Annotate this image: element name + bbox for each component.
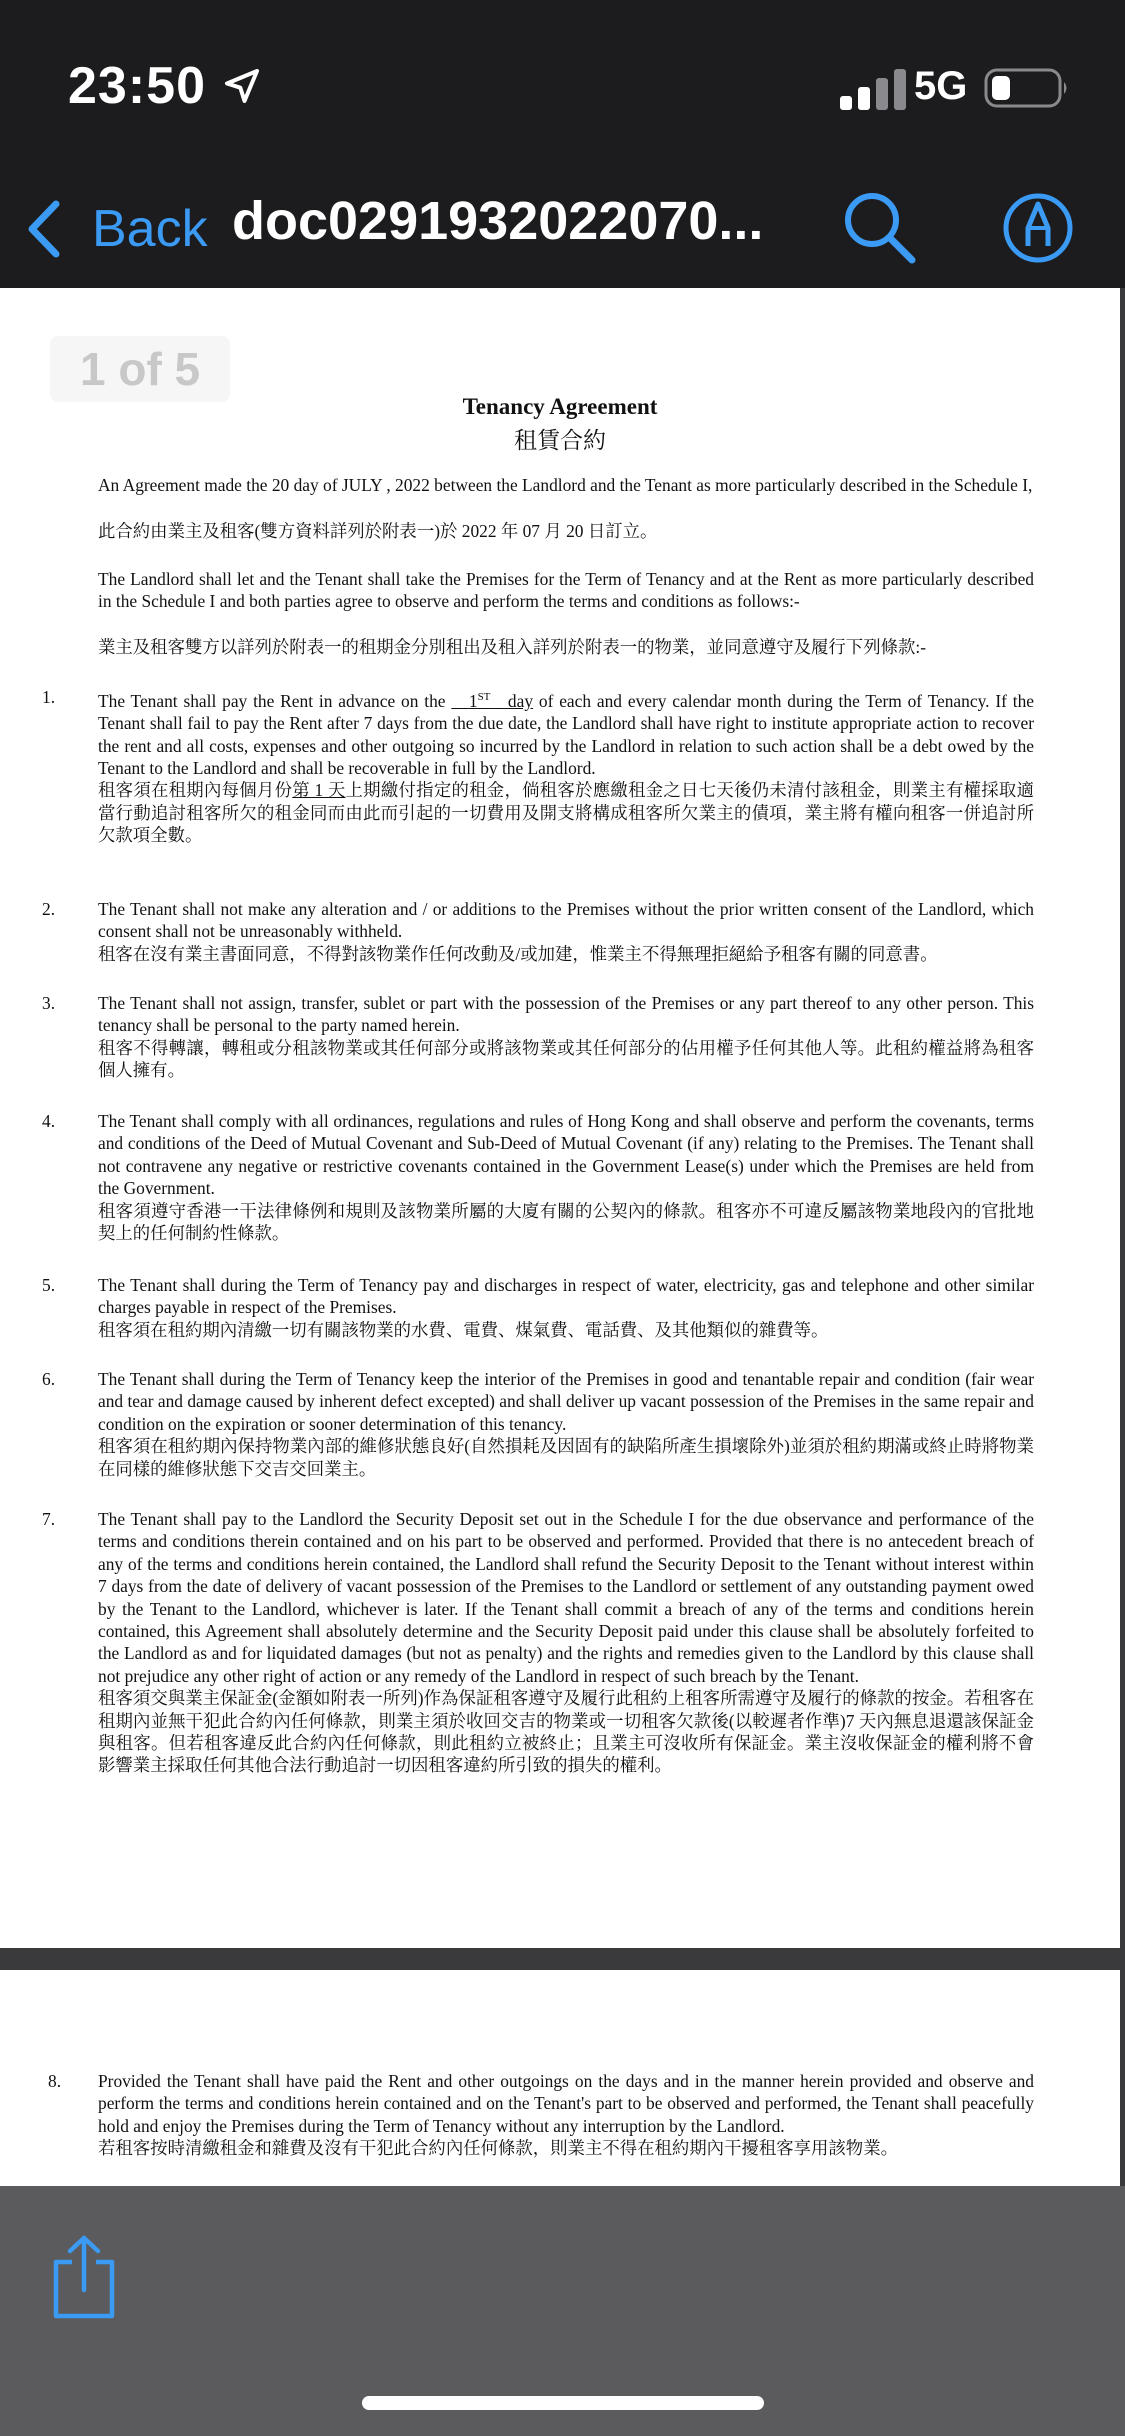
clause-2-zh: 租客在沒有業主書面同意，不得對該物業作任何改動及/或加建，惟業主不得無理拒絕給予租客有關的同意書。 (98, 943, 938, 964)
preamble-zh-2: 業主及租客雙方以詳列於附表一的租期金分別租出及租入詳列於附表一的物業，並同意遵守及履行下列條款:- (98, 637, 926, 657)
clause-7-zh: 租客須交與業主保証金(金額如附表一所列)作為保証租客遵守及履行此租約上租客所需遵守及履行的條款的按金。若租客在租期內並無干犯此合約內任何條款，則業主須於收回交吉的物業或一切租客欠款後(以較遲者作準)7 天內無息退還該保証金與租客。但若租客違反此合約內任何條款，則此租約立被終止；且業主可沒收所有保証金。業主沒收保証金的權利將不會影響業主採取任何其他合法行動追討一切因租客違約所引致的損失的權利。 (98, 1688, 1034, 1776)
document-page-2 (0, 1970, 1120, 2188)
back-button[interactable] (24, 184, 208, 274)
location-arrow-icon (222, 66, 262, 106)
clause-8-zh: 若租客按時清繳租金和雜費及沒有干犯此合約內任何條款，則業主不得在租約期內干擾租客享用該物業。 (98, 2138, 898, 2159)
network-type: 5G (914, 64, 968, 108)
share-icon[interactable] (48, 2232, 120, 2322)
clause-number: 8. (48, 2071, 62, 2091)
status-bar (0, 0, 1125, 170)
navigation-bar (0, 170, 1125, 290)
bottom-toolbar (0, 2186, 1125, 2436)
clause-3-zh: 租客不得轉讓，轉租或分租該物業或其任何部分或將該物業或其任何部分的佔用權予任何其他人等。此租約權益將為租客個人擁有。 (98, 1037, 1034, 1081)
document-page-1 (0, 288, 1120, 1948)
clause-8-en: Provided the Tenant shall have paid the Rent and other outgoings on the days and in the manner herein provided and observe and perform the terms and conditions herein contained and on the Tenant's part to be observed and performed, the Tenant shall peacefully hold and enjoy the Premises during the Term of Tenancy without any interruption by the Landlord. (98, 2071, 1034, 2136)
clause-4-en: The Tenant shall comply with all ordinances, regulations and rules of Hong Kong and shall observe and perform the covenants, terms and conditions of the Deed of Mutual Covenant and Sub-Deed of Mutual Covenant (if any) relating to the Premises. The Tenant shall not contravene any negative or restrictive covenants contained in the Government Lease(s) under which the Premises are held from the Government. (98, 1111, 1034, 1199)
markup-pen-icon[interactable] (1002, 182, 1074, 274)
document-viewer[interactable] (0, 288, 1125, 2188)
clause-number: 2. (42, 899, 56, 919)
clause-5-en: The Tenant shall during the Term of Tenancy pay and discharges in respect of water, electricity, gas and telephone and other similar charges payable in respect of the Premises. (98, 1275, 1034, 1318)
document-title: doc0291932022070... (232, 191, 764, 251)
clause-3-en: The Tenant shall not assign, transfer, sublet or part with the possession of the Premises or any part thereof to any other person. This tenancy shall be personal to the party named herein. (98, 993, 1034, 1036)
clause-number: 1. (42, 687, 56, 707)
battery-icon (984, 68, 1070, 108)
page-counter: 1 of 5 (50, 336, 230, 402)
clause-6-en: The Tenant shall during the Term of Tenancy keep the interior of the Premises in good and tenantable repair and condition (fair wear and tear and damage caused by inherent defect excepted) and shall deliver up vacant possession of the Premises in the same repair and condition on the expiration or sooner determination of this tenancy. (98, 1369, 1034, 1434)
clause-number: 5. (42, 1275, 56, 1295)
cellular-signal-icon (838, 68, 908, 112)
chevron-left-icon (24, 198, 64, 260)
back-label: Back (92, 200, 208, 258)
clause-7-en: The Tenant shall pay to the Landlord the Security Deposit set out in the Schedule I for the due observance and performance of the terms and conditions therein contained and on his part to be observed and performed. Provided that there is no antecedent breach of any of the terms and conditions herein contained, the Landlord shall refund the Security Deposit to the Tenant without interest within 7 days from the date of delivery of vacant possession of the Premises to the Landlord or settlement of any outstanding payment owed by the Tenant to the Landlord, whichever is later. If the Tenant shall commit a breach of any of the terms and conditions herein contained, this Agreement shall absolutely determine and the Security Deposit paid under this clause shall be absolutely forfeited to the Landlord as and for liquidated damages (but not as penalty) and the rights and remedies given to the Landlord by this clause shall not prejudice any other right of action or any remedy of the Landlord in respect of such breach by the Tenant. (98, 1509, 1034, 1686)
clause-number: 7. (42, 1509, 56, 1529)
clause-number: 6. (42, 1369, 56, 1389)
agreement-title-en: Tenancy Agreement (462, 394, 658, 419)
clause-1-en: The Tenant shall pay the Rent in advance on the 1ST day of each and every calendar month during the Term of Tenancy. If the Tenant shall fail to pay the Rent after 7 days from the due date, the Landlord shall have right to institute appropriate action to recover the rent and all costs, expenses and other outgoing so incurred by the Landlord in relation to such action shall be a debt owed by the Tenant to the Landlord and shall be recoverable in full by the Landlord. (98, 690, 1034, 779)
preamble-en-2: The Landlord shall let and the Tenant shall take the Premises for the Term of Tenancy and at the Rent as more particularly described in the Schedule I and both parties agree to observe and perform the terms and conditions as follows:- (98, 569, 1034, 612)
clause-6-zh: 租客須在租約期內保持物業內部的維修狀態良好(自然損耗及因固有的缺陷所產生損壞除外)並須於租約期滿或終止時將物業在同樣的維修狀態下交吉交回業主。 (98, 1436, 1034, 1479)
status-time: 23:50 (68, 57, 206, 115)
home-indicator[interactable] (362, 2396, 764, 2410)
agreement-title-zh: 租賃合約 (514, 428, 606, 453)
clause-number: 4. (42, 1111, 56, 1131)
clause-number: 3. (42, 993, 56, 1013)
clause-2-en: The Tenant shall not make any alteration and / or additions to the Premises without the prior written consent of the Landlord, which consent shall not be unreasonably withheld. (98, 899, 1034, 942)
preamble-en-1: An Agreement made the 20 day of JULY , 2022 between the Landlord and the Tenant as more particularly described in the Schedule I, (98, 475, 1033, 495)
clause-1-zh: 租客須在租期內每個月份第 1 天上期繳付指定的租金，倘租客於應繳租金之日七天後仍未清付該租金，則業主有權採取適當行動追討租客所欠的租金同而由此而引起的一切費用及開支將構成租客所欠業主的債項，業主將有權向租客一併追討所欠款項全數。 (98, 780, 1034, 846)
clause-4-zh: 租客須遵守香港一干法律條例和規則及該物業所屬的大廈有關的公契內的條款。租客亦不可違反屬該物業地段內的官批地契上的任何制約性條款。 (98, 1200, 1034, 1244)
search-icon[interactable] (834, 182, 924, 272)
preamble-zh-1: 此合約由業主及租客(雙方資料詳列於附表一)於 2022 年 07 月 20 日訂立。 (98, 521, 658, 541)
clause-5-zh: 租客須在租約期內清繳一切有關該物業的水費、電費、煤氣費、電話費、及其他類似的雜費等。 (98, 1319, 829, 1340)
